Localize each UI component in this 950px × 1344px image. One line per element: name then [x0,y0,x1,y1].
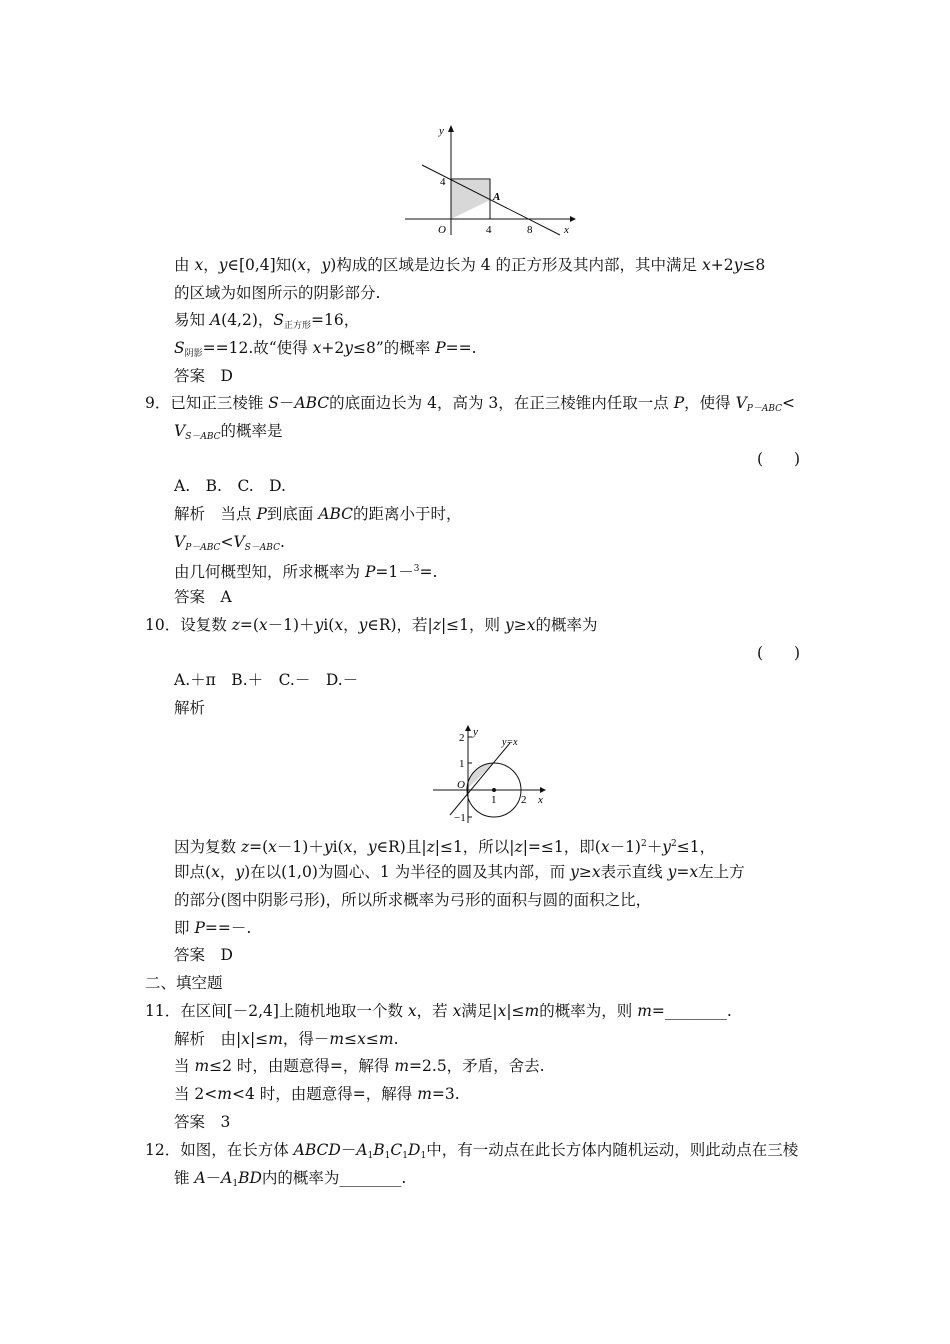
fig1-origin: O [438,224,446,236]
options-9: A. B. C. D. [174,477,286,495]
sol8-line2: 的区域为如图所示的阴影部分. [174,284,381,302]
sol11-line1: 解析 由|x|≤m，得－m≤x≤m. [174,1030,399,1048]
fig2-tick-1y: 1 [459,758,465,770]
question-9-line2: $V_{S-ABC}$的概率是 [174,422,283,442]
question-10: 10．设复数 z=(x－1)＋yi(x，y∈R)，若|z|≤1，则 y≥x的概率为 [145,616,598,634]
question-12-line2: 锥 $A-A_1BD$内的概率为________. [174,1169,407,1189]
section-fill-in: 二、填空题 [145,974,223,992]
fig1-tick-4y: 4 [440,176,446,188]
question-12-line1: 12．如图，在长方体 $ABCD-A_1B_1C_1D_1$中，有一动点在此长方体内随机运动，则此动点在三棱 [145,1141,799,1161]
fig2-tick-2x: 2 [521,794,527,806]
sol8-line4: $S_{阴影}==12$.故“使得 x+2y≤8”的概率 P==. [174,339,477,359]
question-11: 11．在区间[－2,4]上随机地取一个数 x，若 x满足|x|≤m的概率为，则 m=________. [145,1002,732,1020]
question-9-line1: 9．已知正三棱锥 S－ABC的底面边长为 4，高为 3，在正三棱锥内任取一点 P，使得 $V_{P-ABC}<$ [145,394,795,414]
sol11-line2: 当 m≤2 时，由题意得=，解得 m=2.5，矛盾，舍去. [174,1057,545,1075]
fig2-y-label: y [473,726,478,738]
fig1-x-label: x [564,224,569,236]
sol9-line3: 由几何概型知，所求概率为 P=1－$^3$=. [174,563,438,581]
fig1-point-A: A [493,191,501,203]
options-10: A.＋π B.＋ C.－ D.－ [174,671,359,689]
sol10-line1: 因为复数 z=(x－1)＋yi(x，y∈R)且|z|≤1，所以|z|=≤1，即$(x-1)^2+y^2\le 1$， [174,838,716,856]
fig2-tick-neg1: −1 [454,812,466,824]
answer-11: 答案 3 [174,1113,231,1131]
fig2-origin: O [457,779,465,791]
sol10-label: 解析 [174,699,206,717]
fig2-x-label: x [538,794,543,806]
answer-8: 答案 D [174,367,233,385]
sol9-line1: 解析 当点 P到底面 ABC的距离小于时， [174,505,462,523]
fig1-tick-8: 8 [527,224,533,236]
fig2-tick-1x: 1 [491,794,497,806]
sol9-line2: $V_{P-ABC}<V_{S-ABC}$. [174,533,285,553]
sol10-line3: 的部分(图中阴影弓形)，所以所求概率为弓形的面积与圆的面积之比， [174,891,652,909]
fig2-tick-2y: 2 [459,732,465,744]
answer-9: 答案 A [174,588,232,606]
sol8-line1: 由 x，y∈[0,4]知(x，y)构成的区域是边长为 4 的正方形及其内部，其中满足 x+2y≤8 [174,256,766,274]
answer-10: 答案 D [174,946,233,964]
fig2-yx-label: y=x [502,737,518,748]
sol10-line2: 即点(x，y)在以(1,0)为圆心、1 为半径的圆及其内部，而 y≥x表示直线 y=x左上方 [174,863,745,881]
figure-circle-region [428,723,553,828]
fig1-tick-4x: 4 [486,224,492,236]
sol8-line3: 易知 A(4,2)，$S_{正方形}=16$， [174,311,360,331]
center-point [492,788,496,792]
sol10-line4: 即 P==－. [174,919,252,937]
answer-bracket-10: ( ) [757,644,801,662]
figure-square-region [400,120,580,240]
answer-bracket-9: ( ) [757,450,801,468]
sol11-line3: 当 2<m<4 时，由题意得=，解得 m=3. [174,1085,460,1103]
fig1-y-label: y [439,125,444,137]
